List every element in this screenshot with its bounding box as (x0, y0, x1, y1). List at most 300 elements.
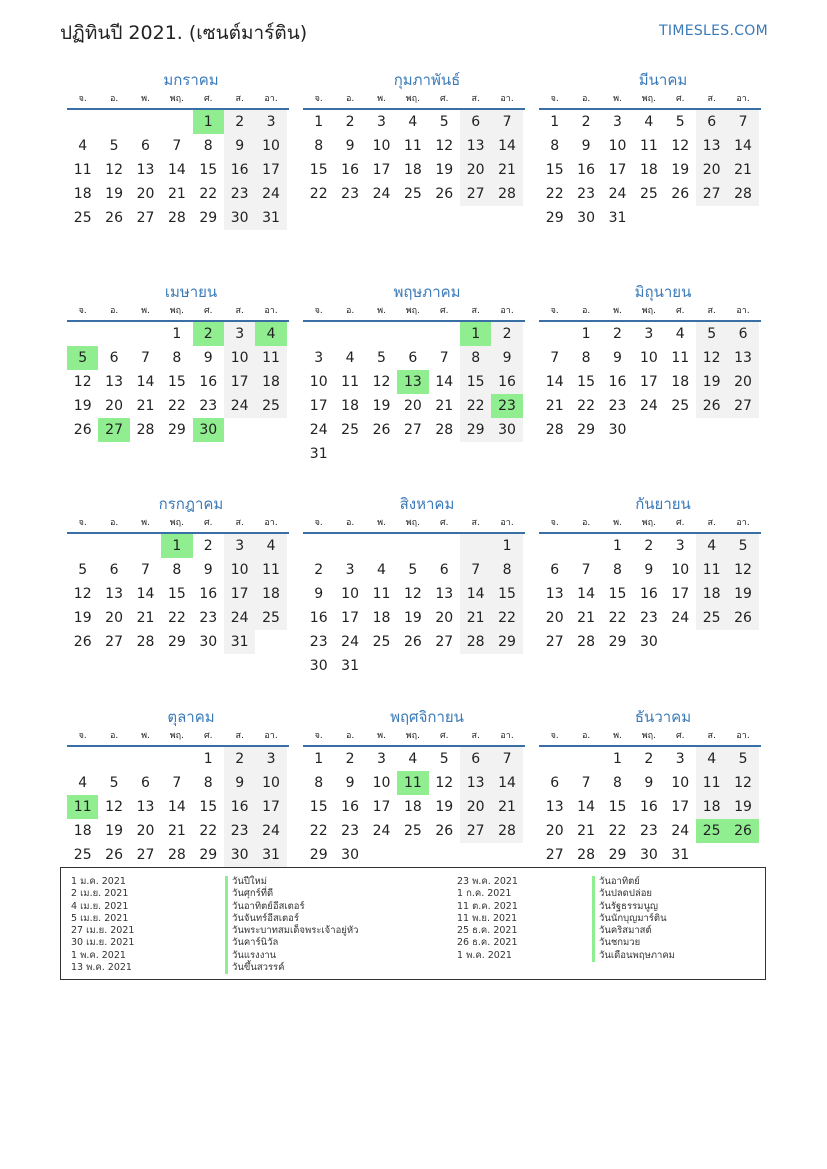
day-cell: 24 (372, 823, 391, 839)
day-cell: 20 (403, 398, 422, 414)
day-cell: 21 (167, 186, 186, 202)
empty-day-cell (429, 442, 460, 466)
holiday-name: วันขึ้นสวรรค์ (225, 962, 358, 974)
holiday-name: วันปลดปล่อย (592, 888, 675, 900)
day-cell: 28 (435, 422, 454, 438)
day-cell: 9 (491, 346, 522, 370)
day-cell: 14 (577, 799, 595, 815)
day-cell: 29 (608, 634, 627, 650)
day-cell: 14 (491, 771, 522, 795)
weekday-label: ส. (235, 94, 244, 104)
day-cell: 10 (608, 138, 627, 154)
week-row (539, 110, 761, 134)
empty-day-cell (366, 322, 397, 346)
weekday-header (539, 90, 761, 110)
day-cell: 27 (460, 819, 491, 843)
holiday-date: 4 เม.ย. 2021 (71, 900, 129, 912)
holiday-name: วันเดือนพฤษภาคม (592, 950, 675, 962)
day-cell: 22 (167, 398, 186, 414)
day-cell: 8 (581, 350, 591, 366)
day-cell: 18 (372, 610, 391, 626)
day-cell: 8 (460, 346, 491, 370)
day-cell: 6 (696, 110, 727, 134)
day-cell: 12 (696, 346, 727, 370)
week-row (303, 630, 525, 654)
day-cell: 4 (345, 350, 355, 366)
day-cell: 13 (727, 346, 758, 370)
day-cell: 31 (341, 658, 359, 674)
week-row (303, 346, 525, 370)
weekday-header (67, 302, 289, 322)
day-cell: 17 (341, 610, 359, 626)
week-row (539, 843, 761, 867)
week-row (303, 322, 525, 346)
day-cell: 30 (341, 847, 359, 863)
empty-day-cell (460, 654, 491, 678)
holiday-date: 1 ก.ค. 2021 (457, 888, 512, 900)
day-cell: 26 (403, 634, 422, 650)
day-cell: 4 (408, 751, 418, 767)
empty-day-cell (633, 206, 664, 230)
day-cell: 16 (577, 162, 595, 178)
day-cell: 12 (727, 558, 758, 582)
weekday-label: ศ. (675, 306, 685, 316)
week-row (67, 558, 289, 582)
day-cell: 6 (109, 562, 119, 578)
week-row (303, 110, 525, 134)
day-cell: 6 (141, 138, 150, 154)
weekday-label: ศ. (439, 731, 449, 741)
month-name: มกราคม (163, 71, 219, 89)
day-cell: 11 (696, 558, 727, 582)
week-row (539, 771, 761, 795)
weekday-header (303, 514, 525, 534)
month-name: สิงหาคม (399, 495, 455, 513)
holiday-day-cell: 23 (491, 394, 522, 418)
day-cell: 30 (577, 210, 595, 226)
weekday-label: พฤ. (169, 306, 184, 316)
week-row (539, 134, 761, 158)
day-cell: 19 (727, 795, 758, 819)
weekday-label: พ. (141, 306, 150, 316)
week-row (303, 654, 525, 678)
day-cell: 2 (644, 538, 654, 554)
week-row (67, 370, 289, 394)
week-row (303, 418, 525, 442)
empty-day-cell (366, 442, 397, 466)
empty-day-cell (727, 630, 758, 654)
empty-day-cell (303, 322, 334, 346)
weekday-label: พ. (141, 518, 150, 528)
day-cell: 20 (136, 186, 155, 202)
day-cell: 14 (167, 799, 186, 815)
day-cell: 10 (372, 775, 391, 791)
empty-day-cell (460, 534, 491, 558)
weekday-label: อ. (581, 518, 591, 528)
weekday-header (67, 727, 289, 747)
day-cell: 18 (341, 398, 359, 414)
day-cell: 8 (172, 350, 182, 366)
weekday-label: พฤ. (169, 518, 184, 528)
day-cell: 30 (309, 658, 328, 674)
day-cell: 17 (255, 158, 286, 182)
day-cell: 13 (460, 771, 491, 795)
day-cell: 19 (73, 398, 92, 414)
week-row (67, 606, 289, 630)
weekday-label: อา. (264, 306, 278, 316)
day-cell: 21 (491, 158, 522, 182)
day-cell: 2 (314, 562, 324, 578)
week-row (539, 534, 761, 558)
day-cell: 6 (550, 562, 560, 578)
week-row (67, 322, 289, 346)
weekday-header (67, 90, 289, 110)
day-cell: 16 (341, 799, 359, 815)
day-cell: 5 (439, 751, 449, 767)
day-cell: 7 (172, 138, 182, 154)
day-cell: 14 (435, 374, 454, 390)
day-cell: 21 (136, 610, 155, 626)
day-cell: 3 (644, 326, 654, 342)
weekday-label: พ. (141, 94, 150, 104)
day-cell: 22 (608, 610, 627, 626)
week-row (303, 370, 525, 394)
weekday-label: อ. (109, 731, 119, 741)
day-cell: 13 (460, 134, 491, 158)
empty-day-cell (67, 110, 98, 134)
empty-day-cell (334, 442, 365, 466)
day-cell: 30 (639, 847, 658, 863)
day-cell: 18 (255, 582, 286, 606)
day-cell: 6 (109, 350, 119, 366)
empty-day-cell (130, 322, 161, 346)
day-cell: 12 (73, 374, 92, 390)
holiday-name: วันศุกร์ที่ดี (225, 888, 358, 900)
day-cell: 10 (671, 775, 690, 791)
day-cell: 1 (581, 326, 591, 342)
day-cell: 10 (255, 771, 286, 795)
day-cell: 27 (403, 422, 422, 438)
holiday-date: 11 พ.ย. 2021 (457, 912, 518, 924)
day-cell: 1 (314, 751, 324, 767)
empty-day-cell (696, 418, 727, 442)
day-cell: 21 (491, 795, 522, 819)
empty-day-cell (334, 534, 365, 558)
holiday-date: 2 เม.ย. 2021 (71, 888, 129, 900)
month-calendar (303, 494, 525, 678)
day-cell: 23 (341, 823, 359, 839)
day-cell: 4 (675, 326, 685, 342)
day-cell: 3 (314, 350, 324, 366)
day-cell: 10 (309, 374, 328, 390)
day-cell: 18 (403, 162, 422, 178)
day-cell: 1 (172, 326, 182, 342)
day-cell: 11 (341, 374, 359, 390)
weekday-label: อ. (345, 518, 355, 528)
weekday-label: อา. (736, 731, 750, 741)
month-calendar (67, 494, 289, 654)
day-cell: 17 (224, 370, 255, 394)
day-cell: 3 (377, 114, 386, 130)
month-calendar (303, 707, 525, 867)
day-cell: 29 (199, 210, 218, 226)
week-row (303, 558, 525, 582)
day-cell: 31 (255, 206, 286, 230)
legend-right-dates (457, 876, 518, 962)
day-cell: 6 (141, 775, 150, 791)
day-cell: 31 (224, 630, 255, 654)
empty-day-cell (161, 747, 192, 771)
day-cell: 9 (203, 562, 213, 578)
day-cell: 7 (581, 562, 591, 578)
day-cell: 29 (167, 634, 186, 650)
weekday-label: ศ. (439, 518, 449, 528)
day-cell: 4 (696, 747, 727, 771)
day-cell: 24 (639, 398, 658, 414)
day-cell: 17 (608, 162, 627, 178)
day-cell: 22 (199, 186, 218, 202)
day-cell: 10 (255, 134, 286, 158)
weekday-label: ส. (707, 518, 716, 528)
day-cell: 30 (224, 206, 255, 230)
day-cell: 7 (550, 350, 560, 366)
day-cell: 14 (136, 586, 155, 602)
day-cell: 16 (224, 158, 255, 182)
weekday-label: พ. (613, 94, 622, 104)
month-name: มิถุนายน (634, 283, 692, 301)
day-cell: 28 (577, 847, 595, 863)
day-cell: 3 (613, 114, 622, 130)
day-cell: 16 (341, 162, 359, 178)
day-cell: 5 (109, 775, 119, 791)
weekday-label: จ. (550, 306, 559, 316)
day-cell: 14 (136, 374, 155, 390)
day-cell: 14 (491, 134, 522, 158)
day-cell: 25 (639, 186, 658, 202)
month-calendar (303, 282, 525, 466)
day-cell: 20 (435, 610, 454, 626)
day-cell: 24 (255, 819, 286, 843)
weekday-label: ศ. (439, 306, 449, 316)
empty-day-cell (224, 418, 255, 442)
day-cell: 13 (545, 799, 564, 815)
day-cell: 26 (435, 823, 454, 839)
weekday-label: อ. (109, 518, 119, 528)
day-cell: 22 (577, 398, 595, 414)
holiday-name: วันรัฐธรรมนูญ (592, 901, 675, 913)
week-row (539, 795, 761, 819)
brand-link[interactable]: TIMESLES.COM (659, 23, 768, 39)
day-cell: 27 (105, 634, 123, 650)
empty-day-cell (255, 630, 286, 654)
month-name: กรกฎาคม (158, 495, 224, 513)
month-calendar (67, 282, 289, 442)
day-cell: 18 (671, 374, 690, 390)
day-cell: 19 (435, 799, 454, 815)
day-cell: 18 (73, 823, 92, 839)
holiday-name: วันคริสมาสต์ (592, 925, 675, 937)
week-row (303, 843, 525, 867)
day-cell: 7 (141, 562, 150, 578)
day-cell: 13 (545, 586, 564, 602)
day-cell: 6 (727, 322, 758, 346)
day-cell: 10 (372, 138, 391, 154)
weekday-label: อา. (500, 731, 514, 741)
day-cell: 10 (671, 562, 690, 578)
day-cell: 16 (199, 586, 218, 602)
day-cell: 17 (671, 586, 690, 602)
weekday-label: พฤ. (641, 518, 656, 528)
weekday-label: ศ. (675, 731, 685, 741)
empty-day-cell (696, 630, 727, 654)
holiday-day-cell: 13 (397, 370, 428, 394)
empty-day-cell (491, 654, 522, 678)
day-cell: 27 (136, 847, 155, 863)
day-cell: 3 (675, 538, 685, 554)
weekday-label: พฤ. (641, 731, 656, 741)
day-cell: 9 (345, 775, 355, 791)
day-cell: 25 (341, 422, 359, 438)
day-cell: 11 (73, 162, 92, 178)
weekday-header (539, 302, 761, 322)
day-cell: 25 (372, 634, 391, 650)
day-cell: 4 (255, 534, 286, 558)
day-cell: 5 (78, 562, 88, 578)
week-row (67, 206, 289, 230)
day-cell: 30 (608, 422, 627, 438)
weekday-label: อ. (581, 94, 591, 104)
day-cell: 27 (136, 210, 155, 226)
weekday-label: ศ. (203, 94, 213, 104)
day-cell: 29 (167, 422, 186, 438)
week-row (303, 795, 525, 819)
holiday-day-cell: 5 (67, 346, 98, 370)
day-cell: 28 (460, 630, 491, 654)
day-cell: 13 (435, 586, 454, 602)
weekday-label: จ. (550, 94, 559, 104)
month-calendar (539, 707, 761, 867)
holiday-day-cell: 30 (193, 418, 224, 442)
day-cell: 23 (577, 186, 595, 202)
day-cell: 13 (105, 374, 123, 390)
empty-day-cell (98, 534, 129, 558)
day-cell: 22 (309, 823, 328, 839)
day-cell: 21 (136, 398, 155, 414)
day-cell: 2 (581, 114, 591, 130)
day-cell: 17 (255, 795, 286, 819)
day-cell: 20 (545, 610, 564, 626)
holiday-date: 1 ม.ค. 2021 (71, 876, 126, 887)
day-cell: 23 (224, 182, 255, 206)
holiday-name: วันชกมวย (592, 937, 675, 949)
day-cell: 28 (545, 422, 564, 438)
day-cell: 23 (199, 398, 218, 414)
empty-day-cell (98, 747, 129, 771)
weekday-label: พฤ. (641, 94, 656, 104)
day-cell: 2 (203, 538, 213, 554)
day-cell: 16 (309, 610, 328, 626)
day-cell: 28 (136, 422, 155, 438)
weekday-label: อ. (109, 94, 119, 104)
day-cell: 13 (136, 162, 155, 178)
day-cell: 5 (377, 350, 386, 366)
empty-day-cell (98, 110, 129, 134)
weekday-label: อ. (581, 731, 591, 741)
empty-day-cell (665, 418, 696, 442)
weekday-label: พ. (377, 94, 386, 104)
weekday-label: อา. (500, 306, 514, 316)
day-cell: 25 (255, 606, 286, 630)
day-cell: 19 (372, 398, 391, 414)
weekday-label: จ. (78, 306, 87, 316)
week-row (539, 322, 761, 346)
weekday-label: จ. (314, 306, 323, 316)
day-cell: 2 (345, 114, 355, 130)
day-cell: 18 (403, 799, 422, 815)
day-cell: 3 (377, 751, 386, 767)
day-cell: 8 (203, 138, 213, 154)
weekday-label: ส. (471, 518, 480, 528)
day-cell: 20 (696, 158, 727, 182)
day-cell: 8 (314, 138, 324, 154)
day-cell: 16 (199, 374, 218, 390)
empty-day-cell (696, 206, 727, 230)
day-cell: 8 (172, 562, 182, 578)
month-calendar (539, 70, 761, 230)
day-cell: 23 (199, 610, 218, 626)
empty-day-cell (539, 747, 570, 771)
week-row (67, 134, 289, 158)
day-cell: 21 (435, 398, 454, 414)
day-cell: 11 (671, 350, 690, 366)
holiday-name: วันปีใหม่ (225, 876, 358, 888)
weekday-label: อา. (500, 94, 514, 104)
weekday-label: พฤ. (169, 94, 184, 104)
weekday-label: อ. (345, 306, 355, 316)
empty-day-cell (303, 534, 334, 558)
day-cell: 24 (341, 634, 359, 650)
weekday-label: อา. (264, 518, 278, 528)
day-cell: 5 (675, 114, 685, 130)
weekday-label: จ. (78, 731, 87, 741)
day-cell: 28 (167, 210, 186, 226)
day-cell: 12 (73, 586, 92, 602)
day-cell: 20 (460, 158, 491, 182)
day-cell: 26 (105, 847, 123, 863)
day-cell: 11 (639, 138, 658, 154)
month-name: พฤษภาคม (393, 283, 461, 301)
day-cell: 7 (727, 110, 758, 134)
day-cell: 1 (314, 114, 324, 130)
day-cell: 5 (727, 534, 758, 558)
day-cell: 31 (309, 446, 328, 462)
week-row (67, 582, 289, 606)
day-cell: 28 (491, 182, 522, 206)
weekday-label: ศ. (439, 94, 449, 104)
day-cell: 17 (671, 799, 690, 815)
empty-day-cell (130, 534, 161, 558)
weekday-label: ส. (235, 306, 244, 316)
day-cell: 15 (199, 162, 218, 178)
day-cell: 22 (167, 610, 186, 626)
weekday-label: ส. (707, 306, 716, 316)
empty-day-cell (161, 110, 192, 134)
day-cell: 8 (550, 138, 560, 154)
weekday-label: พ. (377, 731, 386, 741)
day-cell: 7 (491, 110, 522, 134)
day-cell: 30 (199, 634, 218, 650)
weekday-label: อา. (500, 518, 514, 528)
